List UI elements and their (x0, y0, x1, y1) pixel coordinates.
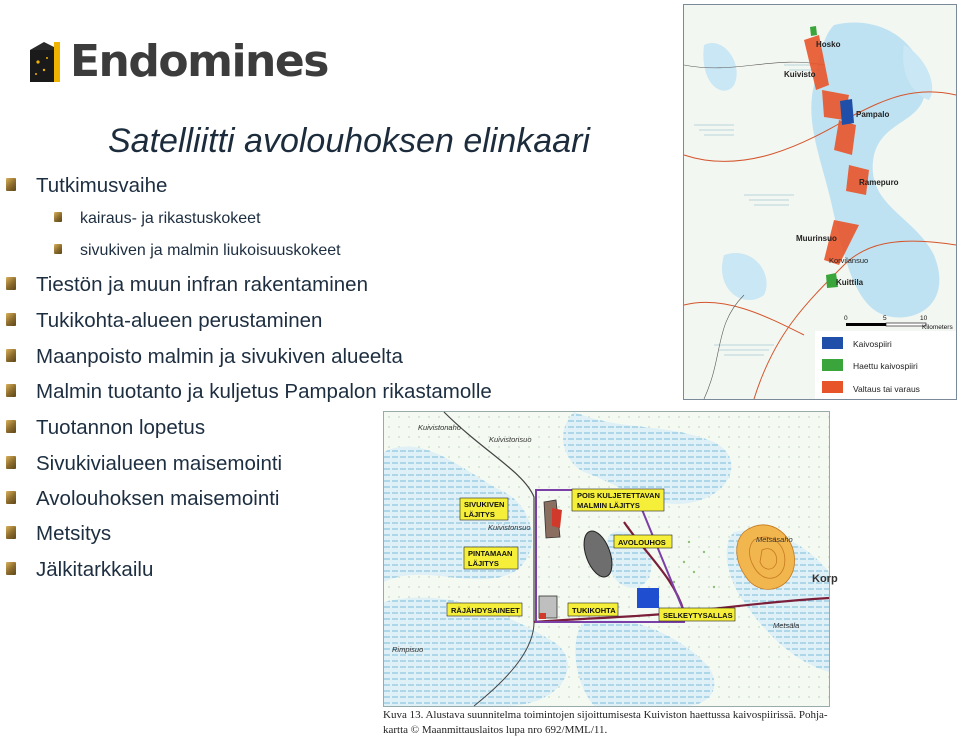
bullet-marker-icon (6, 562, 16, 575)
figure-caption (383, 708, 828, 738)
scale-tick: 5 (883, 315, 887, 322)
bullet-marker-icon (6, 313, 16, 326)
bullet-marker-icon (6, 456, 16, 469)
bullet-item: Malmin tuotanto ja kuljetus Pampalon rikastamolle (6, 380, 492, 404)
legend-swatch (822, 359, 843, 371)
callout-label: PINTAMAAN (468, 549, 513, 558)
site-map-drawing (384, 412, 838, 706)
logo-mark-icon (30, 42, 64, 82)
bullet-marker-icon (6, 384, 16, 397)
bullet-item: Metsitys (6, 522, 111, 546)
callout-label: SELKEYTYSALLAS (663, 611, 733, 620)
legend-label: Haettu kaivospiiri (853, 361, 918, 371)
bullet-marker-icon (6, 491, 16, 504)
place-label: Kuivistonsuo (489, 435, 532, 444)
callout-label: MALMIN LÄJITYS (577, 501, 640, 510)
bullet-marker-icon (6, 349, 16, 362)
callout-label: RÄJÄHDYSAINEET (451, 606, 520, 615)
bullet-marker-icon (54, 212, 62, 222)
legend-swatch (822, 381, 843, 393)
legend-swatch (822, 337, 843, 349)
place-label: Kuittila (836, 278, 864, 287)
place-label: Kuivistonaho (418, 423, 461, 432)
bullet-marker-icon (54, 244, 62, 254)
callout-label: LÄJITYS (464, 510, 495, 519)
scale-unit: Kilometers (922, 324, 953, 331)
callout-label: AVOLOUHOS (618, 538, 666, 547)
overview-map (683, 4, 957, 400)
bullet-marker-icon (6, 277, 16, 290)
place-label: Hosko (816, 40, 841, 49)
bullet-marker-icon (6, 420, 16, 433)
place-label: Pampalo (856, 110, 890, 119)
site-map (383, 411, 838, 707)
bullet-marker-icon (6, 178, 16, 191)
place-label: Muurinsuo (796, 234, 837, 243)
place-label: Metsäsaho (756, 535, 793, 544)
place-label: Metsäla (773, 621, 800, 630)
scale-tick: 10 (920, 315, 928, 322)
legend-label: Kaivospiiri (853, 339, 892, 349)
caption-line: Kuva 13. Alustava suunnitelma toimintojen sijoittumisesta Kuiviston haettussa kaivospiirissä. Pohja- (383, 709, 828, 721)
callout-label: POIS KULJETETTAVAN (577, 491, 660, 500)
place-label: Kuivistonsuo (488, 523, 531, 532)
bullet-item: Sivukivialueen maisemointi (6, 452, 282, 476)
place-label: Ramepuro (859, 178, 899, 187)
bullet-item: Jälkitarkkailu (6, 558, 153, 582)
caption-line: kartta © Maanmittauslaitos lupa nro 692/MML/11. (383, 724, 608, 736)
bullet-item: Maanpoisto malmin ja sivukiven alueelta (6, 345, 403, 369)
place-label: Korvilansuo (829, 256, 869, 265)
scale-tick: 0 (844, 315, 848, 322)
place-label: Korp (812, 573, 838, 585)
overview-map-drawing (684, 5, 956, 399)
bullet-marker-icon (6, 526, 16, 539)
callout-label: SIVUKIVEN (464, 500, 505, 509)
bullet-subitem: sivukiven ja malmin liukoisuuskokeet (54, 242, 341, 260)
place-label: Rimpisuo (392, 645, 424, 654)
bullet-item: Tiestön ja muun infran rakentaminen (6, 273, 368, 297)
logo-text: Endomines (70, 36, 328, 87)
legend-label: Valtaus tai varaus (853, 384, 920, 394)
callout-label: LÄJITYS (468, 559, 499, 568)
bullet-item: Tukikohta-alueen perustaminen (6, 309, 322, 333)
bullet-item: Tuotannon lopetus (6, 416, 205, 440)
slide-title: Satelliitti avolouhoksen elinkaari (108, 122, 590, 160)
map-legend (815, 331, 956, 399)
bullet-item: Tutkimusvaihe (6, 174, 167, 198)
callout-label: TUKIKOHTA (572, 606, 616, 615)
place-label: Kuivisto (784, 70, 816, 79)
endomines-logo (30, 36, 330, 90)
bullet-subitem: kairaus- ja rikastuskokeet (54, 210, 261, 228)
bullet-item: Avolouhoksen maisemointi (6, 487, 279, 511)
